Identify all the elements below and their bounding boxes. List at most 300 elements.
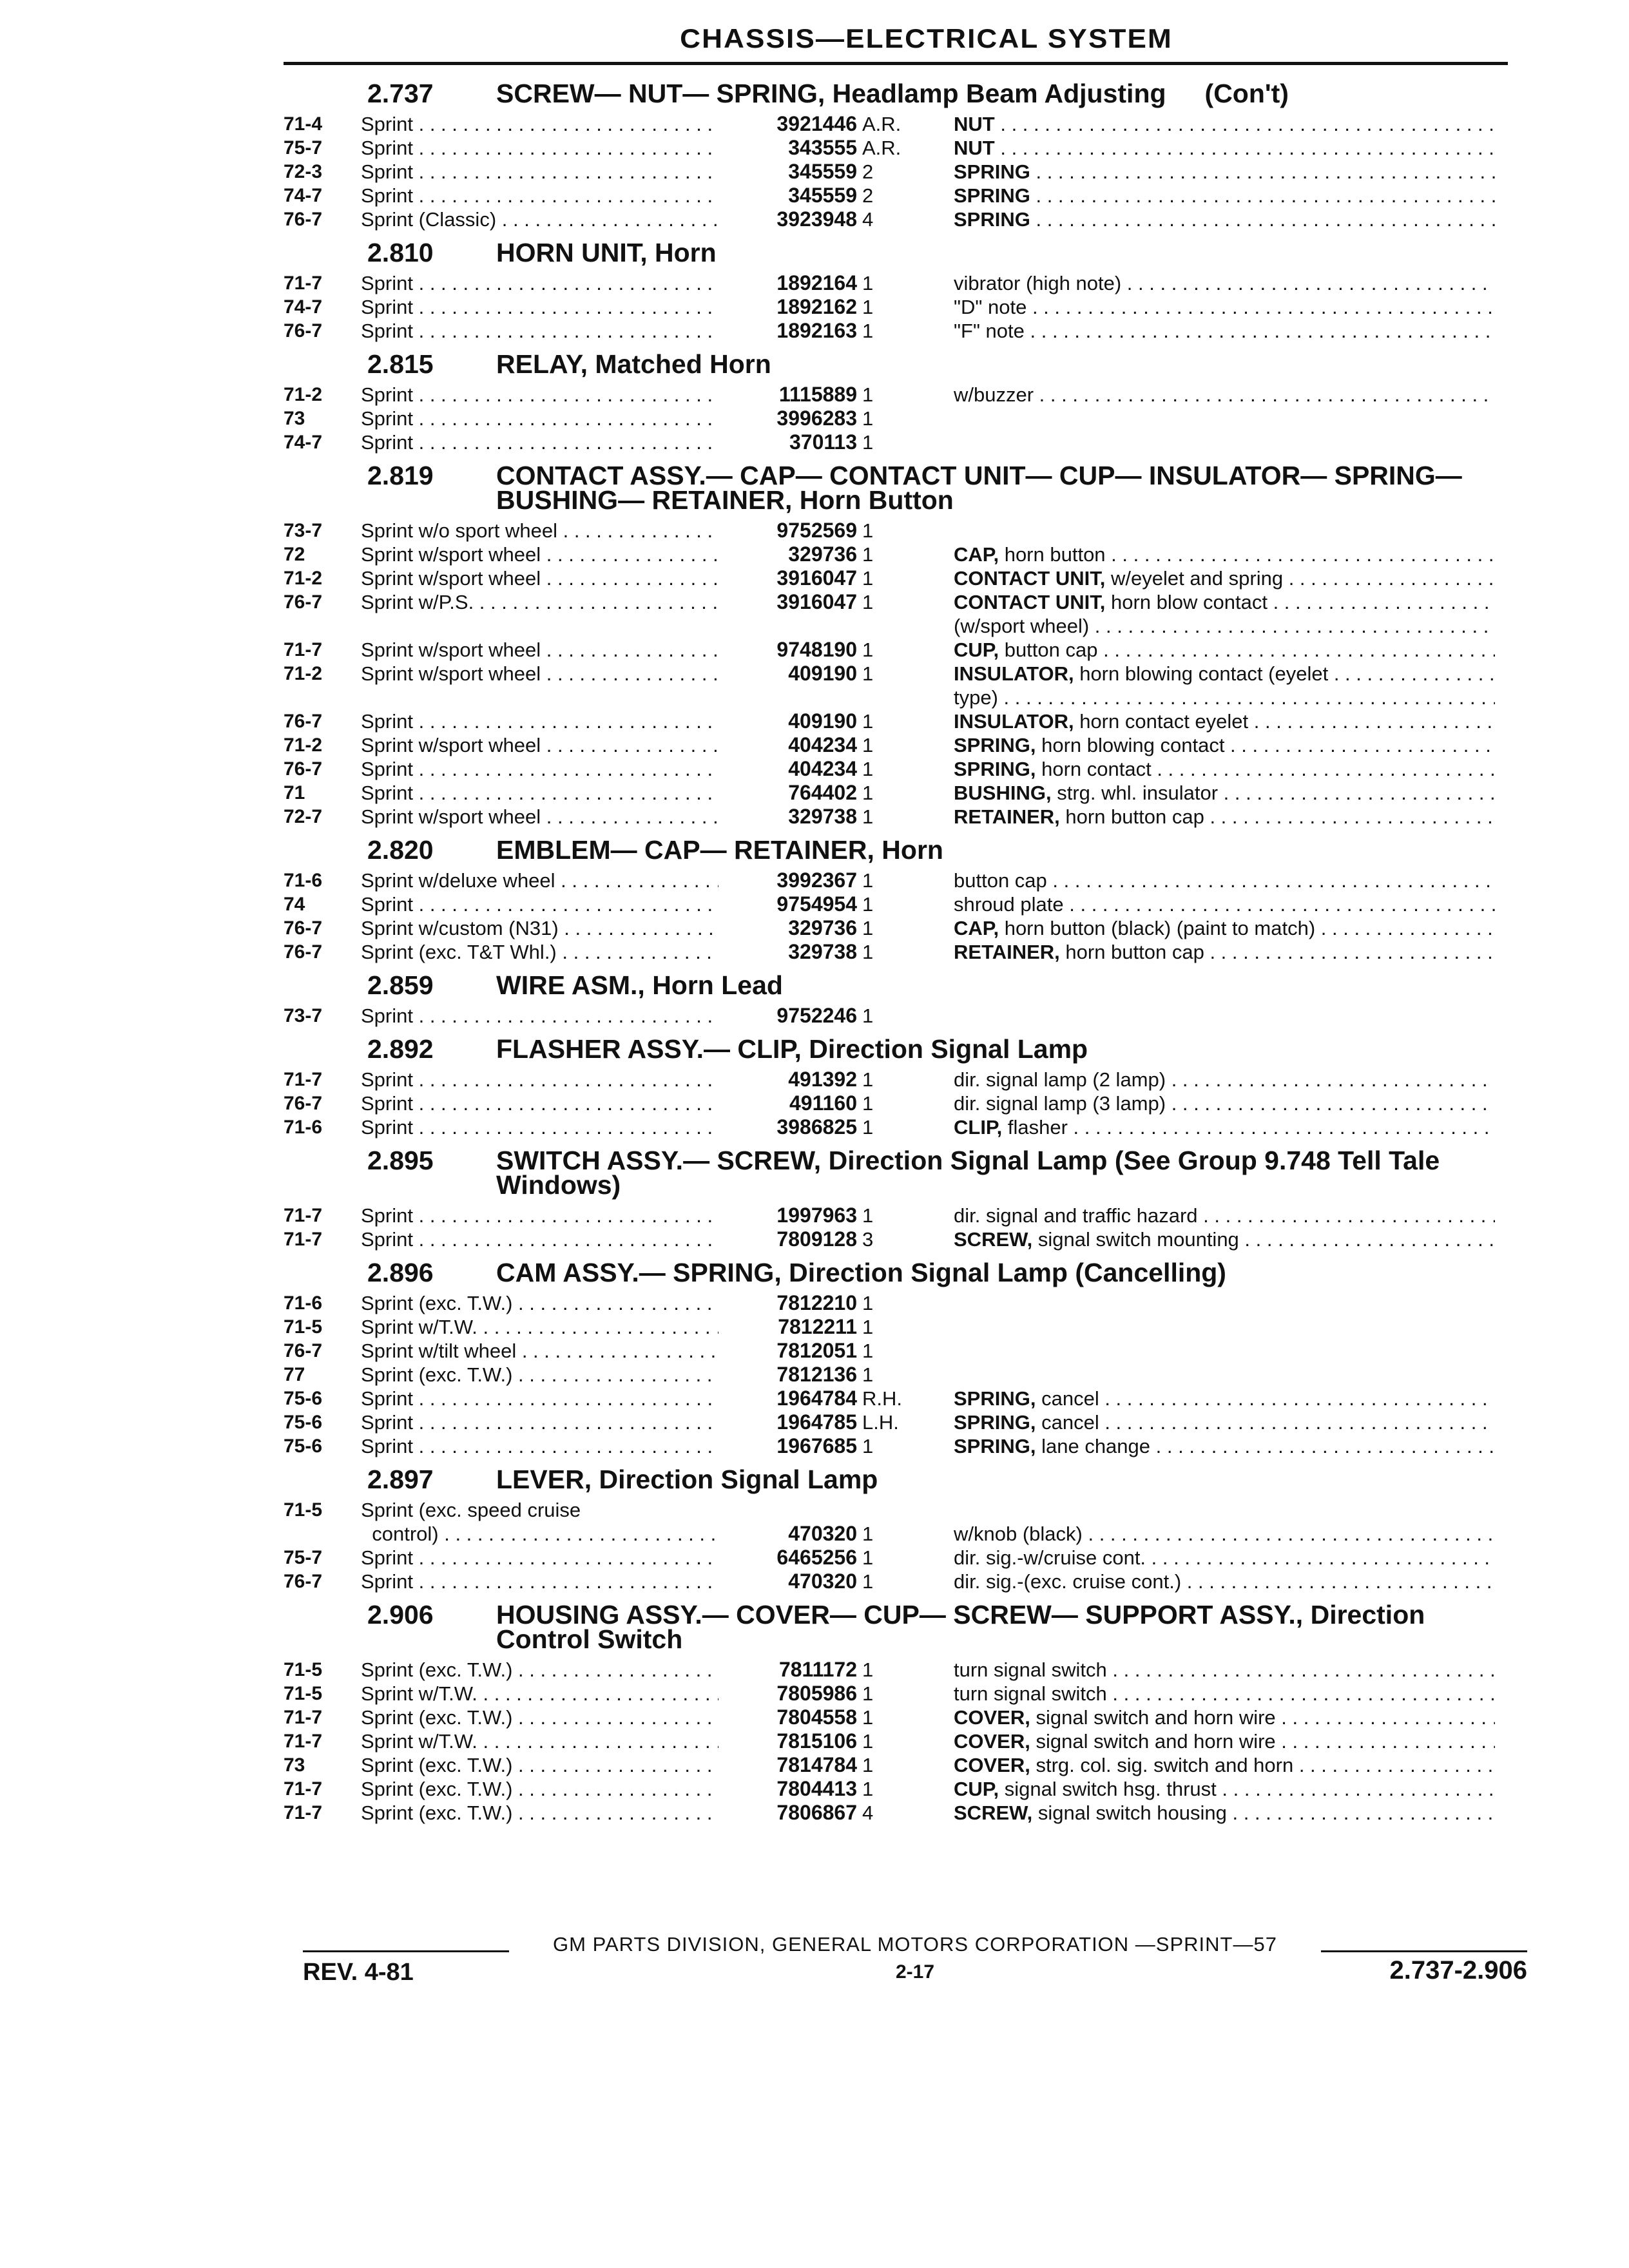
- part-number: 1997963: [776, 1204, 857, 1227]
- quantity: 1: [862, 1658, 874, 1681]
- application-text: Sprint w/tilt wheel: [361, 1340, 517, 1362]
- quantity: 1: [862, 941, 874, 963]
- part-number: 7804558: [776, 1706, 857, 1729]
- section-heading: [367, 1251, 1521, 1291]
- application-text: Sprint: [361, 710, 413, 733]
- group-number: 2.892: [367, 1034, 434, 1064]
- application-text: Sprint (Classic): [361, 208, 497, 231]
- quantity: 1: [862, 1004, 874, 1027]
- application-text: Sprint: [361, 160, 413, 183]
- parts-section: [284, 1593, 1521, 1825]
- note-text: signal switch housing: [1037, 1802, 1227, 1824]
- part-row: [284, 407, 1521, 430]
- part-name: SPRING: [954, 208, 1030, 231]
- part-note: [954, 271, 1495, 295]
- model-year: 71-2: [284, 735, 323, 756]
- application-description: [361, 160, 718, 184]
- application-description: [361, 407, 718, 430]
- part-number: 370113: [789, 430, 857, 454]
- application-text: Sprint: [361, 137, 413, 159]
- application-description: [361, 1410, 718, 1434]
- application-text: Sprint w/sport wheel: [361, 543, 541, 566]
- model-year: 71-7: [284, 273, 323, 294]
- note-text: "D" note: [954, 296, 1027, 318]
- note-text: turn signal switch: [954, 1658, 1107, 1681]
- part-number: 1892162: [776, 295, 857, 318]
- part-number: 3992367: [776, 869, 857, 892]
- part-note: [954, 638, 1495, 662]
- part-row: [284, 590, 1521, 614]
- part-name: INSULATOR,: [954, 710, 1074, 733]
- part-row: [284, 1570, 1521, 1593]
- note-text: horn button (black) (paint to match): [1004, 917, 1316, 939]
- part-row: [284, 295, 1521, 319]
- group-title: [496, 1260, 1521, 1285]
- part-note: [954, 1410, 1495, 1434]
- group-number: 2.820: [367, 835, 434, 865]
- model-year: 76-7: [284, 1093, 323, 1114]
- part-number: 9752569: [776, 519, 857, 542]
- page-header: [284, 19, 1508, 68]
- group-title-text: EMBLEM— CAP— RETAINER, Horn: [496, 835, 943, 865]
- note-text: button cap: [1004, 639, 1098, 661]
- part-number: 7805986: [776, 1682, 857, 1705]
- parts-section: [284, 964, 1521, 1028]
- quantity: 1: [862, 869, 874, 892]
- part-name: SCREW,: [954, 1228, 1033, 1251]
- part-note: [954, 1546, 1495, 1570]
- quantity: 4: [862, 1802, 874, 1824]
- part-number: 9754954: [776, 892, 857, 916]
- section-heading: [367, 72, 1521, 112]
- quantity: 1: [862, 1068, 874, 1091]
- note-text: vibrator (high note): [954, 272, 1122, 294]
- note-text: (w/sport wheel): [954, 615, 1090, 637]
- parts-section: [284, 1251, 1521, 1458]
- part-note: [954, 1753, 1495, 1777]
- quantity: 1: [862, 710, 874, 733]
- note-text: signal switch and horn wire: [1036, 1730, 1276, 1753]
- application-description: [361, 519, 718, 543]
- part-row: [284, 733, 1521, 757]
- group-title: [496, 835, 1521, 865]
- part-row: [284, 614, 1521, 638]
- application-text: Sprint (exc. T.W.): [361, 1363, 513, 1386]
- part-row: [284, 781, 1521, 805]
- part-note: [954, 566, 1495, 590]
- part-number: 1892163: [776, 319, 857, 342]
- part-name: COVER,: [954, 1706, 1030, 1729]
- quantity: 1: [862, 431, 874, 454]
- quantity: 1: [862, 1523, 874, 1545]
- part-number: 1964784: [776, 1387, 857, 1410]
- part-name: CAP,: [954, 543, 999, 566]
- application-description: [361, 1682, 718, 1706]
- application-description: [361, 1291, 718, 1315]
- group-number: 2.897: [367, 1465, 434, 1494]
- group-number: 2.815: [367, 349, 434, 379]
- model-year: 71-7: [284, 1778, 323, 1800]
- part-row: [284, 638, 1521, 662]
- application-text: Sprint: [361, 296, 413, 318]
- part-note: [954, 1522, 1495, 1546]
- application-description: [361, 1387, 718, 1410]
- part-row: [284, 160, 1521, 184]
- part-row: [284, 757, 1521, 781]
- part-number: 9748190: [776, 638, 857, 661]
- application-text: Sprint: [361, 320, 413, 342]
- note-text: dir. signal lamp (3 lamp): [954, 1092, 1166, 1115]
- quantity: A.R.: [862, 113, 901, 135]
- part-number: 329736: [788, 916, 857, 939]
- part-note: [954, 160, 1495, 184]
- part-name: SPRING,: [954, 758, 1036, 780]
- part-number: 3916047: [776, 566, 857, 590]
- model-year: 75-6: [284, 1436, 323, 1457]
- application-description: [361, 207, 718, 231]
- footer-corporation: GM PARTS DIVISION, GENERAL MOTORS CORPORATION —SPRINT—57: [553, 1933, 1277, 1956]
- part-row: [284, 383, 1521, 407]
- application-description: [361, 638, 718, 662]
- model-year: 73-7: [284, 1005, 323, 1026]
- part-row: [284, 1004, 1521, 1028]
- part-number: 404234: [788, 733, 857, 756]
- model-year: 71-5: [284, 1316, 323, 1338]
- application-text: Sprint w/sport wheel: [361, 567, 541, 590]
- application-description: [361, 1315, 718, 1339]
- model-year: 71-7: [284, 1229, 323, 1250]
- part-name: RETAINER,: [954, 941, 1060, 963]
- application-description: [361, 1729, 718, 1753]
- note-text: horn button cap: [1065, 805, 1204, 828]
- application-text: Sprint w/custom (N31): [361, 917, 559, 939]
- quantity: 1: [862, 805, 874, 828]
- application-text: Sprint w/sport wheel: [361, 734, 541, 756]
- application-text: Sprint (exc. T.W.): [361, 1802, 513, 1824]
- group-title-text: LEVER, Direction Signal Lamp: [496, 1465, 878, 1494]
- note-text: w/eyelet and spring: [1110, 567, 1284, 590]
- part-row: [284, 271, 1521, 295]
- parts-section: [284, 231, 1521, 343]
- application-description: [361, 136, 718, 160]
- part-row: [284, 1091, 1521, 1115]
- note-text: cancel: [1041, 1411, 1099, 1434]
- quantity: 1: [862, 1546, 874, 1569]
- part-row: [284, 1753, 1521, 1777]
- application-description: [361, 295, 718, 319]
- part-row: [284, 1777, 1521, 1801]
- part-note: [954, 1068, 1495, 1091]
- application-text: Sprint: [361, 758, 413, 780]
- quantity: A.R.: [862, 137, 901, 159]
- application-description: [361, 1753, 718, 1777]
- part-note: [954, 136, 1495, 160]
- part-note: [954, 1658, 1495, 1682]
- part-name: SPRING,: [954, 1435, 1036, 1457]
- part-number: 7812211: [778, 1315, 857, 1338]
- parts-list: [284, 72, 1521, 1825]
- part-row: [284, 1682, 1521, 1706]
- model-year: 71-7: [284, 1707, 323, 1728]
- parts-section: [284, 72, 1521, 231]
- part-number: 329736: [788, 543, 857, 566]
- part-number: 764402: [788, 781, 857, 804]
- part-number: 3916047: [776, 590, 857, 613]
- model-year: 71: [284, 782, 305, 803]
- model-year: 71-7: [284, 639, 323, 660]
- group-number: 2.819: [367, 461, 434, 490]
- note-text: dir. signal and traffic hazard: [954, 1204, 1198, 1227]
- quantity: 1: [862, 1092, 874, 1115]
- part-number: 345559: [788, 184, 857, 207]
- part-note: [954, 1204, 1495, 1227]
- part-note: [954, 1091, 1495, 1115]
- part-note: [954, 112, 1495, 136]
- note-text: signal switch hsg. thrust: [1004, 1778, 1217, 1800]
- group-number: 2.810: [367, 238, 434, 267]
- note-text: shroud plate: [954, 893, 1064, 916]
- part-row: [284, 940, 1521, 964]
- part-number: 3923948: [776, 207, 857, 231]
- part-name: CUP,: [954, 1778, 999, 1800]
- page-title: CHASSIS—ELECTRICAL SYSTEM: [680, 23, 1173, 53]
- application-text: Sprint: [361, 1387, 413, 1410]
- application-text: Sprint w/T.W.: [361, 1316, 477, 1338]
- quantity: 1: [862, 1754, 874, 1776]
- group-range: 2.737-2.906: [1389, 1956, 1527, 1984]
- quantity: 1: [862, 1316, 874, 1338]
- note-text: strg. whl. insulator: [1057, 782, 1219, 804]
- application-description: [361, 1706, 718, 1729]
- model-year: 74-7: [284, 296, 323, 318]
- part-note: [954, 383, 1495, 407]
- application-text: Sprint: [361, 1570, 413, 1593]
- parts-section: [284, 1458, 1521, 1593]
- application-description: [361, 662, 718, 686]
- part-number: 343555: [788, 136, 857, 159]
- quantity: L.H.: [862, 1411, 899, 1434]
- model-year: 75-7: [284, 137, 323, 159]
- application-description: [361, 757, 718, 781]
- application-text: Sprint (exc. T.W.): [361, 1658, 513, 1681]
- application-text: Sprint: [361, 1546, 413, 1569]
- model-year: 72: [284, 544, 305, 565]
- part-number: 3921446: [776, 112, 857, 135]
- quantity: 1: [862, 407, 874, 430]
- application-text: Sprint: [361, 1004, 413, 1027]
- application-description: [361, 383, 718, 407]
- part-note: [954, 1801, 1495, 1825]
- part-number: 404234: [788, 757, 857, 780]
- model-year: 71-4: [284, 113, 323, 135]
- part-row: [284, 1546, 1521, 1570]
- application-text: Sprint w/o sport wheel: [361, 519, 557, 542]
- model-year: 71-7: [284, 1802, 323, 1823]
- quantity: 1: [862, 296, 874, 318]
- part-name: RETAINER,: [954, 805, 1060, 828]
- quantity: 4: [862, 208, 874, 231]
- model-year: 71-2: [284, 384, 323, 405]
- group-number: 2.895: [367, 1146, 434, 1175]
- part-number: 7809128: [776, 1227, 857, 1251]
- model-year: 71-2: [284, 568, 323, 589]
- part-note: [954, 319, 1495, 343]
- part-row: [284, 1498, 1521, 1522]
- group-title: [496, 81, 1521, 106]
- model-year: 71-6: [284, 870, 323, 891]
- part-row: [284, 1339, 1521, 1363]
- quantity: 1: [862, 782, 874, 804]
- part-note: [954, 757, 1495, 781]
- part-note: [954, 662, 1495, 686]
- part-row: [284, 1291, 1521, 1315]
- quantity: 2: [862, 160, 874, 183]
- application-description: [361, 781, 718, 805]
- model-year: 71-5: [284, 1659, 323, 1680]
- parts-section: [284, 454, 1521, 829]
- part-name: CAP,: [954, 917, 999, 939]
- quantity: 1: [862, 1682, 874, 1705]
- note-text: signal switch and horn wire: [1036, 1706, 1276, 1729]
- note-text: turn signal switch: [954, 1682, 1107, 1705]
- note-text: flasher: [1007, 1116, 1068, 1139]
- section-heading: [367, 829, 1521, 869]
- group-number: 2.859: [367, 970, 434, 1000]
- part-row: [284, 1387, 1521, 1410]
- part-row: [284, 1227, 1521, 1251]
- note-text: type): [954, 686, 998, 709]
- part-number: 7812051: [776, 1339, 857, 1362]
- group-title-text: CONTACT ASSY.— CAP— CONTACT UNIT— CUP— INSULATOR— SPRING— BUSHING— RETAINER, Horn Button: [496, 461, 1462, 515]
- quantity: 1: [862, 1706, 874, 1729]
- note-text: horn contact: [1041, 758, 1152, 780]
- part-number: 345559: [788, 160, 857, 183]
- part-number: 409190: [788, 709, 857, 733]
- part-note: [954, 781, 1495, 805]
- model-year: 71-7: [284, 1731, 323, 1752]
- group-number: 2.906: [367, 1600, 434, 1629]
- quantity: 1: [862, 1116, 874, 1139]
- part-note: [954, 1227, 1495, 1251]
- application-description: [361, 430, 718, 454]
- part-note: [954, 686, 1495, 709]
- quantity: 1: [862, 1730, 874, 1753]
- part-row: [284, 1434, 1521, 1458]
- quantity: R.H.: [862, 1387, 902, 1410]
- quantity: 1: [862, 1292, 874, 1314]
- part-row: [284, 1658, 1521, 1682]
- application-description: [361, 869, 718, 892]
- application-description: [361, 1115, 718, 1139]
- application-text: Sprint (exc. T.W.): [361, 1778, 513, 1800]
- application-text: Sprint: [361, 893, 413, 916]
- model-year: 77: [284, 1364, 305, 1385]
- part-row: [284, 1363, 1521, 1387]
- group-title-text: WIRE ASM., Horn Lead: [496, 970, 783, 1000]
- part-number: 1967685: [776, 1434, 857, 1457]
- application-description: [361, 319, 718, 343]
- quantity: 1: [862, 591, 874, 613]
- part-name: BUSHING,: [954, 782, 1052, 804]
- part-name: SPRING,: [954, 1411, 1036, 1434]
- model-year: 76-7: [284, 941, 323, 963]
- part-note: [954, 805, 1495, 829]
- part-note: [954, 1115, 1495, 1139]
- application-text: Sprint: [361, 1228, 413, 1251]
- application-description: [361, 892, 718, 916]
- application-text: Sprint: [361, 431, 413, 454]
- group-title: [496, 970, 1521, 1000]
- note-text: horn blowing contact (eyelet: [1079, 662, 1329, 685]
- footer-rule-left: [303, 1950, 509, 1952]
- group-title: [496, 1467, 1521, 1492]
- note-text: horn blow contact: [1110, 591, 1268, 613]
- part-row: [284, 430, 1521, 454]
- application-description: [361, 590, 718, 614]
- part-number: 6465256: [776, 1546, 857, 1569]
- application-description: [361, 1227, 718, 1251]
- application-text: Sprint: [361, 1204, 413, 1227]
- part-number: 470320: [788, 1570, 857, 1593]
- part-number: 409190: [788, 662, 857, 685]
- part-row: [284, 1706, 1521, 1729]
- part-number: 491160: [789, 1091, 857, 1115]
- application-text: Sprint: [361, 407, 413, 430]
- application-description: [361, 566, 718, 590]
- part-row: [284, 709, 1521, 733]
- quantity: 1: [862, 1340, 874, 1362]
- part-note: [954, 916, 1495, 940]
- part-note: [954, 1706, 1495, 1729]
- part-row: [284, 892, 1521, 916]
- application-text: Sprint w/T.W.: [361, 1682, 477, 1705]
- model-year: 74-7: [284, 185, 323, 206]
- section-heading: [367, 964, 1521, 1004]
- note-text: "F" note: [954, 320, 1025, 342]
- part-name: CONTACT UNIT,: [954, 567, 1106, 590]
- quantity: 1: [862, 734, 874, 756]
- model-year: 75-6: [284, 1412, 323, 1433]
- application-text: Sprint: [361, 383, 413, 406]
- section-heading: [367, 1458, 1521, 1498]
- model-year: 71-7: [284, 1069, 323, 1090]
- application-text: Sprint (exc. T.W.): [361, 1754, 513, 1776]
- application-description: [361, 1004, 718, 1028]
- parts-section: [284, 829, 1521, 964]
- model-year: 72-7: [284, 806, 323, 827]
- application-description: [361, 940, 718, 964]
- part-note: [954, 1777, 1495, 1801]
- section-heading: [367, 454, 1521, 519]
- part-row: [284, 543, 1521, 566]
- part-row: [284, 805, 1521, 829]
- part-note: [954, 1387, 1495, 1410]
- quantity: 1: [862, 383, 874, 406]
- quantity: 1: [862, 917, 874, 939]
- part-number: 7811172: [778, 1658, 857, 1681]
- model-year: 76-7: [284, 1340, 323, 1361]
- section-heading: [367, 1139, 1521, 1204]
- note-text: lane change: [1041, 1435, 1151, 1457]
- part-name: CONTACT UNIT,: [954, 591, 1106, 613]
- quantity: 1: [862, 758, 874, 780]
- application-description: [361, 1498, 718, 1522]
- application-text: Sprint w/sport wheel: [361, 662, 541, 685]
- application-text: Sprint w/deluxe wheel: [361, 869, 555, 892]
- group-title-text: RELAY, Matched Horn: [496, 349, 771, 379]
- application-description: [361, 1091, 718, 1115]
- quantity: 2: [862, 184, 874, 207]
